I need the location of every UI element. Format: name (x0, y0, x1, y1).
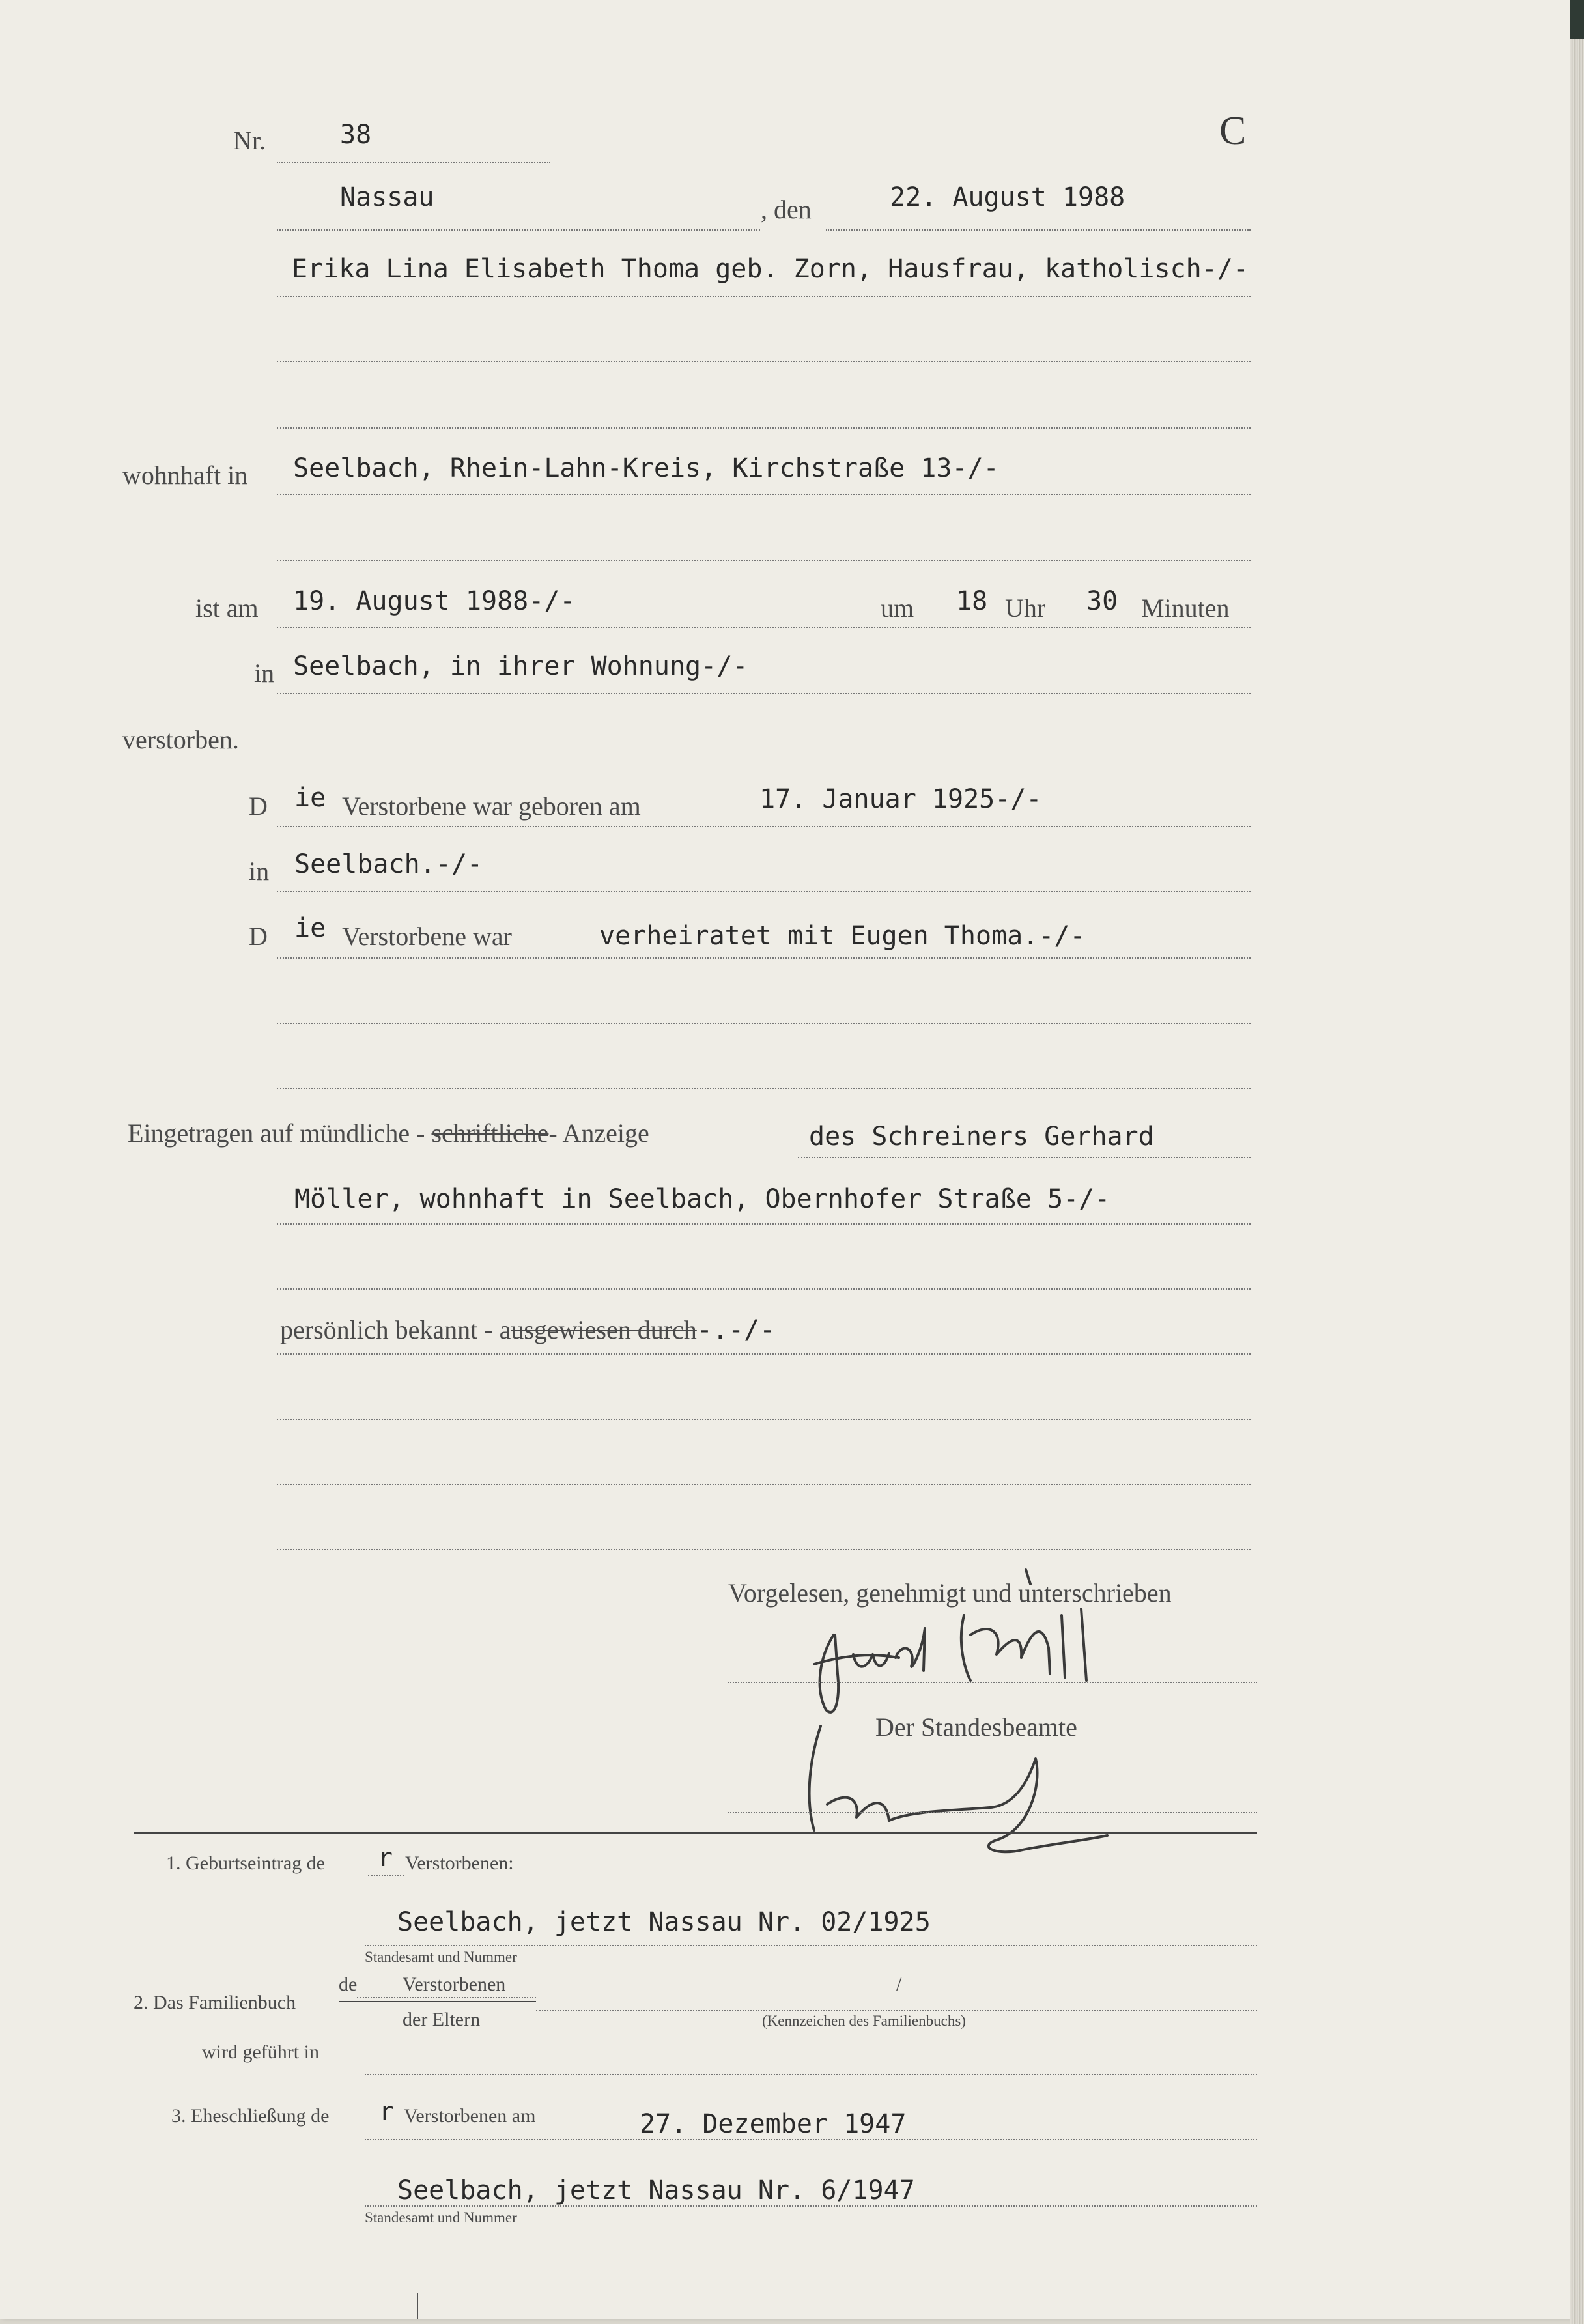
name-line (277, 296, 1251, 297)
read-approved-label: Vorgelesen, genehmigt und unterschrieben (728, 1578, 1172, 1608)
item3-r: r (379, 2097, 394, 2126)
status-label: Verstorbene war (342, 922, 512, 951)
minuten-label: Minuten (1141, 593, 1230, 623)
uhr-label: Uhr (1005, 593, 1046, 623)
blank-line (277, 1484, 1251, 1485)
residence-line (277, 494, 1251, 495)
blank-line (277, 427, 1251, 429)
marriage-date: 27. Dezember 1947 (640, 2109, 907, 2139)
place-line (277, 229, 760, 231)
registration-label: Eingetragen auf mündliche - schriftliche- Anzeige (128, 1118, 649, 1148)
family-book-location-line (365, 2074, 1257, 2075)
death-hour: 18 (956, 586, 988, 616)
item3-tail: Verstorbenen am (404, 2105, 536, 2127)
birth-place-label: in (249, 857, 270, 886)
place: Nassau (340, 182, 434, 212)
blank-line (277, 1288, 1251, 1290)
item2-kept: wird geführt in (202, 2041, 319, 2063)
birth-place-line (277, 891, 1251, 892)
residence-label: wohnhaft in (122, 461, 248, 490)
blank-line (277, 1419, 1251, 1420)
blank-line (277, 1023, 1251, 1024)
birth-ie: ie (294, 783, 326, 813)
death-date-label: ist am (195, 593, 259, 623)
status-prefix: D (249, 922, 268, 951)
informant-line-1: des Schreiners Gerhard (809, 1122, 1154, 1152)
item2-option-parents: der Eltern (403, 2009, 481, 2030)
item2-option-line (357, 1997, 536, 1998)
item1-caption: Standesamt und Nummer (365, 1949, 517, 1965)
blank-line (277, 1088, 1251, 1089)
item2-caption: (Kennzeichen des Familienbuchs) (762, 2013, 966, 2029)
marriage-entry-line (365, 2205, 1257, 2207)
deceased-name-line: Erika Lina Elisabeth Thoma geb. Zorn, Hausfrau, katholisch-/- (292, 254, 1249, 284)
item1-label: 1. Geburtseintrag de (166, 1852, 326, 1874)
birth-line (277, 826, 1251, 827)
informant-line-2: Möller, wohnhaft in Seelbach, Obernhofer Straße 5-/- (294, 1184, 1110, 1214)
birth-prefix: D (249, 791, 268, 821)
page-stack-edge (1570, 0, 1584, 2324)
status-line (277, 957, 1251, 959)
birth-entry: Seelbach, jetzt Nassau Nr. 02/1925 (397, 1907, 931, 1937)
item2-de: de (339, 1974, 358, 1995)
birth-label: Verstorbene war geboren am (342, 791, 641, 821)
cover-corner (1570, 0, 1584, 39)
blank-line (277, 1549, 1251, 1550)
nr-line (277, 162, 550, 163)
item1-tail: Verstorbenen: (405, 1852, 514, 1874)
marital-status: verheiratet mit Eugen Thoma.-/- (599, 921, 1086, 951)
item3-caption: Standesamt und Nummer (365, 2209, 517, 2226)
marriage-entry: Seelbach, jetzt Nassau Nr. 6/1947 (397, 2175, 915, 2205)
identity-line (277, 1353, 1251, 1355)
item3-label: 3. Eheschließung de (171, 2105, 330, 2127)
footer-divider (134, 1832, 1257, 1834)
registrar-line (728, 1812, 1257, 1813)
nr-label: Nr. (233, 126, 266, 155)
registrar-label: Der Standesbeamte (875, 1712, 1077, 1742)
verstorben-label: verstorben. (122, 725, 239, 754)
item2-slash: / (896, 1974, 902, 1995)
death-date: 19. August 1988-/- (293, 586, 576, 616)
um-label: um (881, 593, 914, 623)
death-place: Seelbach, in ihrer Wohnung-/- (293, 651, 748, 681)
informant-line (277, 1223, 1251, 1225)
death-place-label: in (254, 659, 275, 688)
marriage-date-line (365, 2139, 1257, 2140)
nr-value: 38 (340, 120, 372, 150)
death-place-line (277, 693, 1251, 694)
item1-r: r (378, 1843, 393, 1872)
birth-entry-line (365, 1945, 1257, 1946)
binding-mark (417, 2293, 418, 2319)
den-label: , den (761, 195, 812, 224)
date-line (826, 229, 1251, 231)
status-ie: ie (294, 913, 326, 943)
birth-date: 17. Januar 1925-/- (759, 784, 1042, 814)
death-date-line (277, 627, 1251, 628)
blank-line (277, 361, 1251, 362)
header-date: 22. August 1988 (890, 182, 1125, 212)
identity-label: persönlich bekannt - ausgewiesen durch-.-/- (280, 1315, 776, 1345)
family-book-line (536, 2010, 1257, 2011)
signature-line (728, 1682, 1257, 1683)
item2-option-deceased: Verstorbenen (403, 1974, 506, 1995)
item2-fraction-bar (339, 2001, 536, 2002)
item1-r-line (368, 1875, 404, 1876)
death-minutes: 30 (1086, 586, 1118, 616)
register-letter: C (1219, 109, 1247, 153)
item2-label: 2. Das Familienbuch (134, 1992, 296, 2013)
birth-place: Seelbach.-/- (294, 849, 483, 879)
blank-line (277, 560, 1251, 561)
residence-value: Seelbach, Rhein-Lahn-Kreis, Kirchstraße 13-/- (293, 453, 999, 483)
informant-line (798, 1157, 1251, 1158)
